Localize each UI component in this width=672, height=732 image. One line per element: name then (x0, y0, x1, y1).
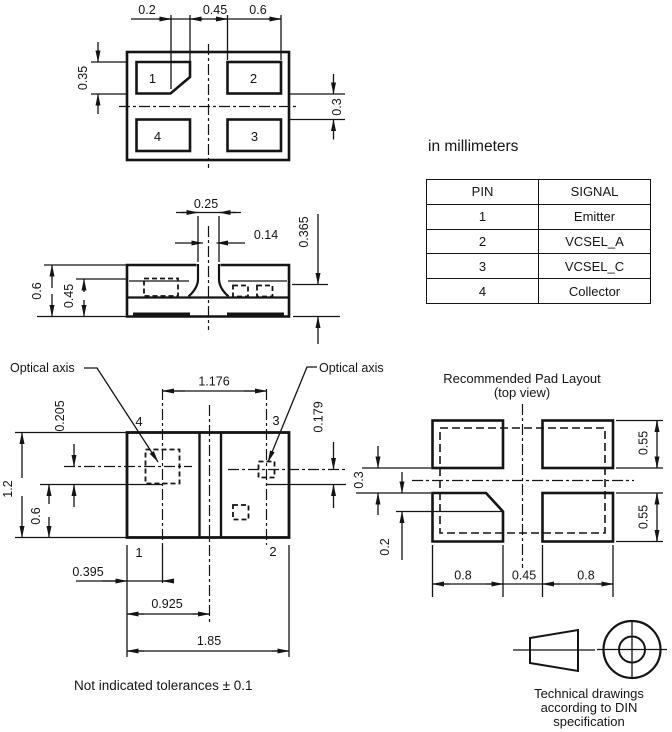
units-note: in millimeters (428, 138, 519, 155)
side-view-vcsel-die-outline-1 (233, 286, 248, 297)
side-view-die-depth-dim (292, 214, 340, 344)
dim-lens-opening-bottom: 0.14 (253, 228, 279, 242)
top-view-pin3-label: 3 (250, 129, 259, 144)
top-view-pad-height-dim (76, 42, 126, 114)
bottom-view-pin2-label: 2 (269, 544, 277, 559)
side-view-bottom-pad-left (133, 313, 190, 318)
recommended-pad-layout (352, 371, 663, 597)
side-view-vcsel-die-outline-2 (257, 286, 273, 297)
pin-number-cell: 3 (427, 254, 539, 279)
dim-pad-row-gap: 0.3 (352, 471, 366, 489)
pin-number-cell: 4 (427, 279, 539, 304)
table-row (427, 279, 651, 304)
signal-cell: VCSEL_A (539, 229, 651, 254)
bottom-view-vcsel-outline-lower (233, 505, 249, 520)
dim-die-top-to-bottom: 0.365 (297, 216, 311, 248)
optical-axis-callout-left: Optical axis (10, 361, 75, 375)
pin-number-cell: 2 (427, 229, 539, 254)
table-header-row (427, 180, 651, 205)
pad-layout-pad-bottom-right (543, 493, 614, 542)
dim-pad-col-gap: 0.45 (511, 568, 537, 583)
column-header-signal: SIGNAL (539, 180, 651, 205)
side-view-opening-bottom-dim (175, 228, 278, 243)
dim-pad-height-top: 0.55 (636, 430, 651, 456)
optical-axis-leader-left (84, 368, 158, 462)
dim-body-width: 1.85 (196, 634, 222, 648)
dim-lens-opening-top: 0.25 (193, 197, 219, 211)
din-note-line1: Technical drawings (534, 686, 644, 701)
pin-number-cell: 1 (427, 204, 539, 229)
bottom-view-pin3-label: 3 (272, 413, 280, 428)
side-view-total-height-dim (30, 265, 126, 317)
bottom-width-dims (72, 545, 289, 657)
table-row (427, 204, 651, 229)
dim-body-height: 1.2 (1, 480, 15, 498)
din-projection-symbol (513, 621, 667, 729)
half-height-dim (29, 485, 49, 538)
din-note-line2: according to DIN (540, 700, 638, 715)
dim-half-height: 0.6 (29, 507, 43, 525)
table-row (427, 229, 651, 254)
dim-row-gap: 0.3 (330, 98, 344, 116)
dim-axis-offset-right: 0.179 (311, 401, 326, 433)
dim-pad-height: 0.35 (76, 65, 90, 91)
package-bottom-view (1, 361, 384, 657)
dim-pad-height-bottom: 0.55 (636, 504, 651, 530)
tolerance-note: Not indicated tolerances ± 0.1 (74, 678, 253, 693)
axis-spacing-dim (163, 375, 267, 392)
signal-cell: VCSEL_C (539, 254, 651, 279)
dim-pad-width-left: 0.8 (454, 568, 472, 583)
pad-layout-title: Recommended Pad Layout (443, 371, 601, 386)
pad-layout-pad-bottom-left (433, 493, 504, 542)
dim-pad-width-right: 0.8 (577, 568, 595, 583)
din-note-line3: specification (553, 714, 625, 729)
top-view-pin2-label: 2 (249, 71, 258, 86)
dim-cavity-height: 0.45 (62, 283, 76, 309)
axis-offset-right-dim (312, 401, 334, 508)
dim-axis-offset-left: 0.205 (53, 400, 67, 432)
dim-axis-from-edge: 0.395 (72, 565, 104, 579)
bottom-view-pin4-label: 4 (135, 414, 143, 429)
top-view-row-gap-dim (290, 74, 345, 140)
pad-layout-right-dims (616, 421, 663, 542)
signal-cell: Collector (539, 279, 651, 304)
top-view-pad4 (137, 120, 191, 152)
dim-pad-gap-x: 0.45 (202, 3, 228, 17)
table-row (427, 254, 651, 279)
column-header-pin: PIN (427, 180, 539, 205)
pin-signal-table (426, 179, 651, 304)
side-view-cavity-height-dim (62, 279, 126, 317)
side-view-lens-funnel-left (189, 264, 199, 297)
signal-cell: Emitter (539, 204, 651, 229)
side-view-lens-funnel-right (219, 264, 229, 297)
dim-center-from-edge: 0.925 (151, 597, 183, 611)
dim-pad-chamfer: 0.2 (378, 538, 392, 556)
top-view-pin1-label: 1 (148, 71, 157, 86)
optical-axis-callout-right: Optical axis (319, 361, 384, 375)
axis-offset-left-dim (53, 400, 74, 507)
dim-chamfer-width: 0.2 (138, 3, 156, 17)
side-view-bottom-pad-right (227, 313, 284, 318)
top-view-pin4-label: 4 (153, 129, 162, 144)
bottom-view-pin1-label: 1 (135, 545, 143, 560)
dim-total-height: 0.6 (30, 282, 44, 300)
package-top-view (76, 3, 345, 168)
package-side-view (30, 197, 340, 344)
dim-axis-spacing: 1.176 (198, 374, 230, 389)
top-view-pad1 (137, 62, 191, 94)
pad-layout-subtitle: (top view) (493, 385, 551, 400)
pad-layout-left-dims (352, 446, 502, 560)
dim-pad-width: 0.6 (249, 3, 267, 17)
